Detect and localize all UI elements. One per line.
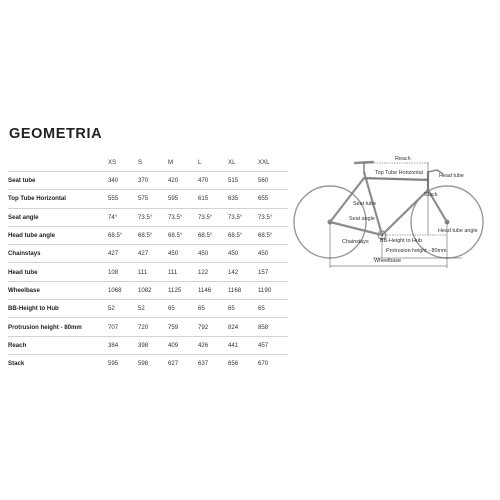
table-cell: 420 [168,172,198,190]
table-cell: 370 [138,172,168,190]
table-cell: 595 [108,354,138,372]
table-cell: 384 [108,336,138,354]
label-seat-angle: Seat angle [349,216,375,222]
table-cell: 555 [108,190,138,208]
row-label: BB-Height to Hub [8,300,108,318]
table-cell: 111 [138,263,168,281]
table-cell: 450 [258,245,288,263]
row-label: Head tube [8,263,108,281]
table-cell: 1125 [168,281,198,299]
column-header: XS [108,158,117,166]
table-cell: 450 [198,245,228,263]
table-cell: 427 [138,245,168,263]
table-cell: 74° [108,208,138,226]
table-cell: 858 [258,318,288,336]
table-cell: 824 [228,318,258,336]
column-header: XXL [258,158,270,166]
table-row [8,208,288,226]
page-title: GEOMETRIA [9,126,103,142]
table-cell: 73.5° [168,208,198,226]
row-label: Top Tube Horizontal [8,190,108,208]
table-cell: 68.5° [108,226,138,244]
table-cell: 73.5° [258,208,288,226]
table-cell: 427 [108,245,138,263]
table-cell: 52 [108,300,138,318]
label-top-tube: Top Tube Horizontal [375,170,423,176]
table-cell: 1190 [258,281,288,299]
row-label: Stack [8,354,108,372]
table-row [8,300,288,318]
table-row [8,281,288,299]
table-cell: 111 [168,263,198,281]
row-label: Protrusion height - 80mm [8,318,108,336]
row-label: Chainstays [8,245,108,263]
table-cell: 68.5° [228,226,258,244]
table-cell: 575 [138,190,168,208]
table-cell: 635 [228,190,258,208]
table-header-row [8,156,288,172]
table-cell: 720 [138,318,168,336]
table-cell: 157 [258,263,288,281]
table-row [8,336,288,354]
row-label: Head tube angle [8,226,108,244]
table-cell: 68.5° [198,226,228,244]
table-row [8,172,288,190]
table-cell: 65 [198,300,228,318]
table-cell: 1146 [198,281,228,299]
label-head-tube: Head tube [439,173,464,179]
table-cell: 68.5° [138,226,168,244]
table-cell: 73.5° [138,208,168,226]
column-header: XL [228,158,236,166]
table-row [8,354,288,372]
table-cell: 470 [198,172,228,190]
table-cell: 655 [258,190,288,208]
table-cell: 122 [198,263,228,281]
table-cell: 68.5° [168,226,198,244]
table-cell: 1168 [228,281,258,299]
label-wheelbase: Wheelbase [374,258,401,264]
table-cell: 670 [258,354,288,372]
row-label: Seat angle [8,208,108,226]
table-row [8,190,288,208]
table-row [8,318,288,336]
table-cell: 73.5° [228,208,258,226]
bike-frame [330,172,447,235]
column-header: S [138,158,143,166]
table-cell: 65 [168,300,198,318]
bike-geometry-diagram [287,150,497,295]
table-cell: 1068 [108,281,138,299]
table-cell: 409 [168,336,198,354]
row-label: Reach [8,336,108,354]
table-cell: 792 [198,318,228,336]
table-cell: 1082 [138,281,168,299]
table-cell: 108 [108,263,138,281]
label-chainstays: Chainstays [342,239,369,245]
table-cell: 560 [258,172,288,190]
label-bb-height: BB-Height to Hub [380,238,422,244]
column-header: L [198,158,202,166]
table-cell: 656 [228,354,258,372]
table-cell: 142 [228,263,258,281]
table-cell: 598 [138,354,168,372]
table-cell: 595 [168,190,198,208]
table-cell: 441 [228,336,258,354]
table-cell: 68.5° [258,226,288,244]
label-reach: Reach [395,156,411,162]
table-cell: 707 [108,318,138,336]
table-cell: 457 [258,336,288,354]
table-cell: 65 [228,300,258,318]
column-header: M [168,158,174,166]
label-protrusion: Protrusion height - 80mm [386,248,447,254]
row-label: Wheelbase [8,281,108,299]
geometry-table [8,156,288,372]
table-cell: 615 [198,190,228,208]
table-cell: 759 [168,318,198,336]
table-cell: 450 [168,245,198,263]
table-row [8,245,288,263]
table-row [8,263,288,281]
table-cell: 627 [168,354,198,372]
table-cell: 515 [228,172,258,190]
table-row [8,226,288,244]
row-label: Seat tube [8,172,108,190]
table-cell: 398 [138,336,168,354]
table-cell: 426 [198,336,228,354]
header-blank [8,156,108,172]
table-cell: 450 [228,245,258,263]
table-cell: 637 [198,354,228,372]
label-seat-tube: Seat tube [353,201,377,207]
label-stack: Stack [424,192,438,198]
label-head-tube-angle: Head tube angle [438,228,478,234]
table-cell: 65 [258,300,288,318]
table-cell: 340 [108,172,138,190]
table-cell: 52 [138,300,168,318]
table-cell: 73.5° [198,208,228,226]
